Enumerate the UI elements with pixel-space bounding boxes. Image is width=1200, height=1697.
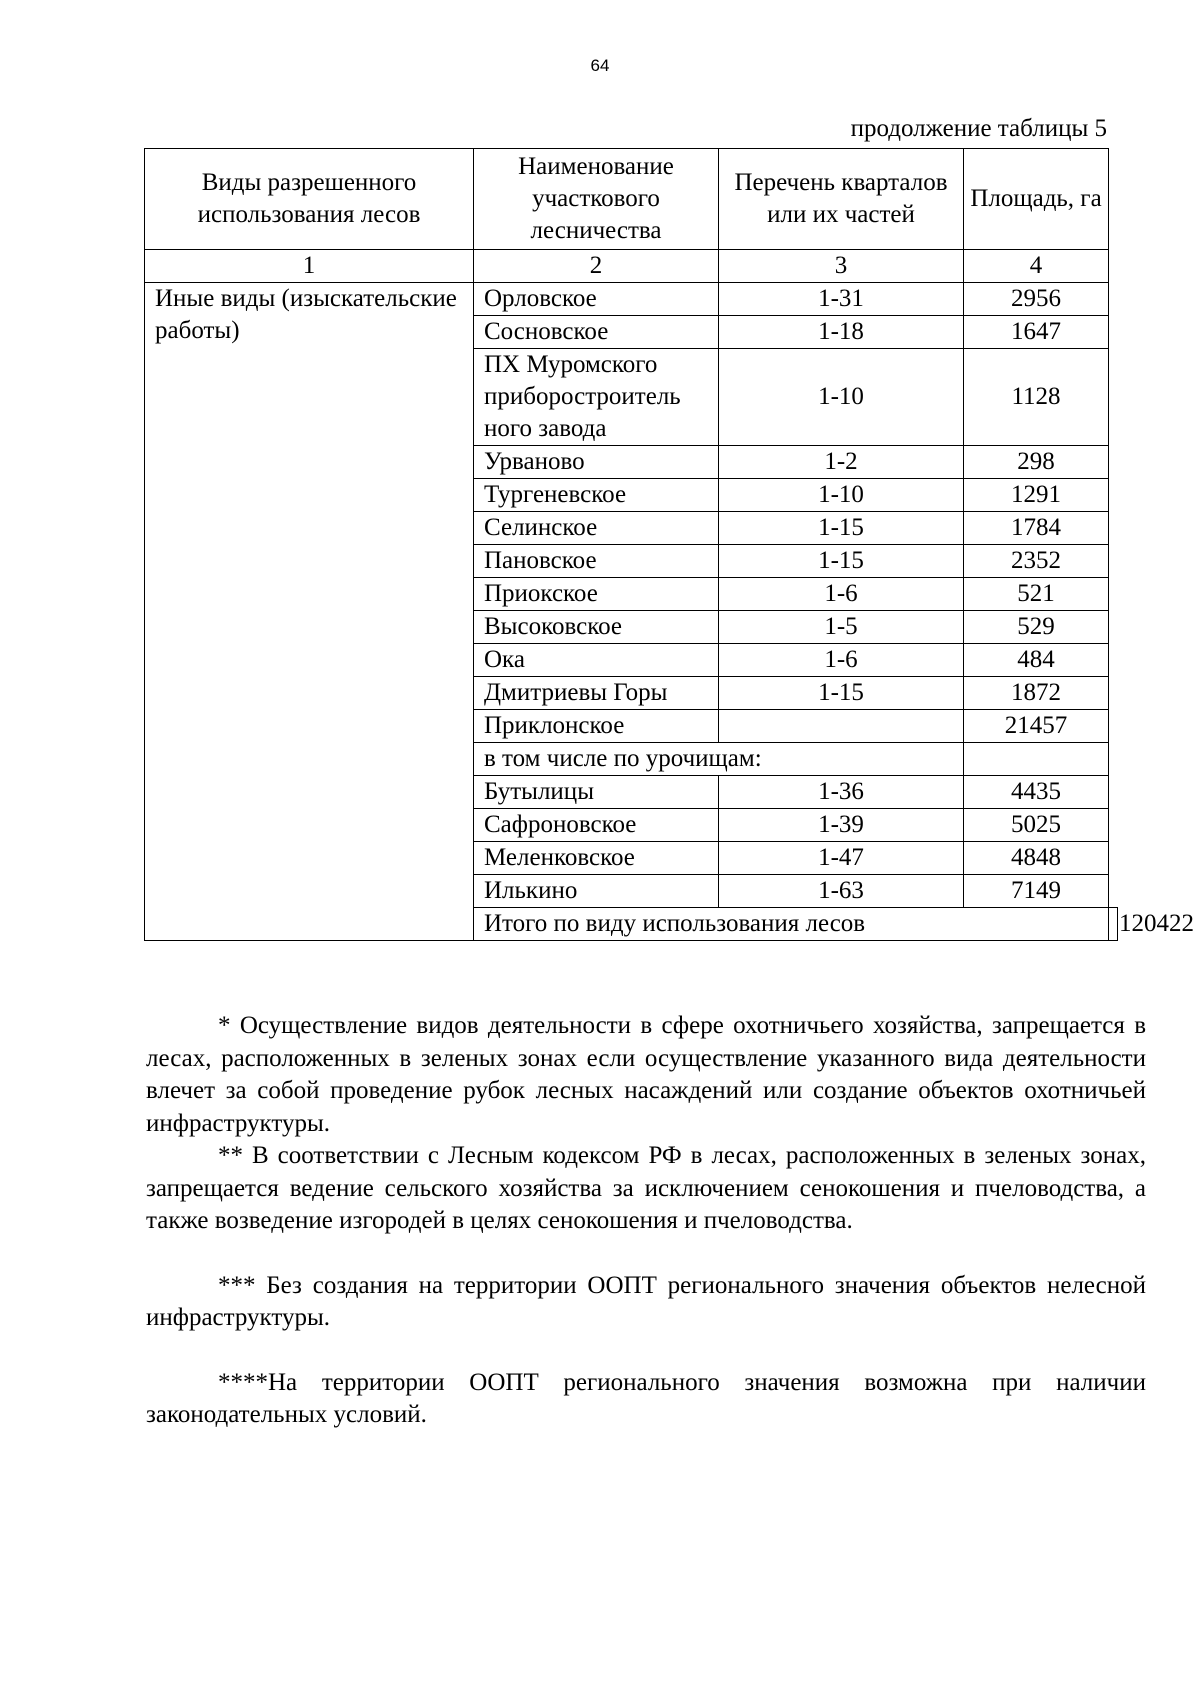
forestry-name: Высоковское: [474, 611, 719, 644]
area-cell: 2352: [964, 545, 1109, 578]
quarters-cell: 1-10: [719, 479, 964, 512]
quarters-cell: 1-6: [719, 644, 964, 677]
quarters-cell: 1-39: [719, 809, 964, 842]
area-cell: 21457: [964, 710, 1109, 743]
tract-subheading: в том числе по урочищам:: [474, 743, 964, 776]
footnote-2: ** В соответствии с Лесным кодексом РФ в лесах, расположенных в зеленых зонах, запрещается ведение сельского хозяйства за исключением сенокошения и пчеловодства, а также возведение изгородей в целях сенокошения и пчеловодства.: [146, 1142, 1146, 1234]
area-cell: 529: [964, 611, 1109, 644]
column-number: 2: [474, 250, 719, 283]
area-cell: 4435: [964, 776, 1109, 809]
table-continuation-caption: продолжение таблицы 5: [850, 115, 1107, 142]
forestry-name: Приокское: [474, 578, 719, 611]
area-cell: 484: [964, 644, 1109, 677]
forestry-name: Приклонское: [474, 710, 719, 743]
total-label: Итого по виду использования лесов: [474, 908, 1109, 941]
forest-use-table: [144, 148, 1194, 941]
forestry-name: Тургеневское: [474, 479, 719, 512]
tract-name: Бутылицы: [474, 776, 719, 809]
header-usage-type: Виды разрешенного использования лесов: [145, 149, 474, 250]
column-number: 4: [964, 250, 1109, 283]
forestry-name: Дмитриевы Горы: [474, 677, 719, 710]
area-cell: 5025: [964, 809, 1109, 842]
column-number: 3: [719, 250, 964, 283]
quarters-cell: [719, 710, 964, 743]
table-header-row: [145, 149, 1118, 250]
forestry-name: Пановское: [474, 545, 719, 578]
tract-name: Илькино: [474, 875, 719, 908]
forestry-name: Урваново: [474, 446, 719, 479]
header-quarters: Перечень кварталов или их частей: [719, 149, 964, 250]
tract-name: Сафроновское: [474, 809, 719, 842]
quarters-cell: 1-5: [719, 611, 964, 644]
quarters-cell: 1-15: [719, 512, 964, 545]
area-cell: 1872: [964, 677, 1109, 710]
column-number-row: [145, 250, 1118, 283]
quarters-cell: 1-6: [719, 578, 964, 611]
area-cell: 4848: [964, 842, 1109, 875]
forestry-name: Орловское: [474, 283, 719, 316]
quarters-cell: 1-2: [719, 446, 964, 479]
forestry-name: Сосновское: [474, 316, 719, 349]
footnote-4: ****На территории ООПТ регионального значения возможна при наличии законодательных условий.: [146, 1368, 1146, 1428]
area-cell: 2956: [964, 283, 1109, 316]
forestry-name: ПХ Муромского приборостроитель ного завода: [474, 349, 719, 446]
footnotes: [146, 1010, 1146, 1432]
quarters-cell: 1-63: [719, 875, 964, 908]
quarters-cell: 1-10: [719, 349, 964, 446]
table-row: [145, 283, 1118, 316]
quarters-cell: 1-18: [719, 316, 964, 349]
area-cell: 7149: [964, 875, 1109, 908]
footnote-3: *** Без создания на территории ООПТ регионального значения объектов нелесной инфраструктуры.: [146, 1271, 1146, 1331]
quarters-cell: 1-47: [719, 842, 964, 875]
forestry-name: Селинское: [474, 512, 719, 545]
area-cell: [964, 743, 1109, 776]
quarters-cell: 1-36: [719, 776, 964, 809]
quarters-cell: 1-15: [719, 677, 964, 710]
header-area: Площадь, га: [964, 149, 1109, 250]
quarters-cell: 1-31: [719, 283, 964, 316]
tract-name: Меленковское: [474, 842, 719, 875]
area-cell: 1128: [964, 349, 1109, 446]
quarters-cell: 1-15: [719, 545, 964, 578]
usage-group-label: Иные виды (изыскательские работы): [145, 283, 474, 941]
area-cell: 1291: [964, 479, 1109, 512]
total-value: 120422: [1109, 908, 1118, 941]
footnote-1: * Осуществление видов деятельности в сфере охотничьего хозяйства, запрещается в лесах, расположенных в зеленых зонах если осуществление указанного вида деятельности влечет за собой проведение рубок лесных насаждений или создание объектов охотничьей инфраструктуры.: [146, 1012, 1146, 1137]
forestry-name: Ока: [474, 644, 719, 677]
area-cell: 1647: [964, 316, 1109, 349]
area-cell: 298: [964, 446, 1109, 479]
column-number: 1: [145, 250, 474, 283]
area-cell: 521: [964, 578, 1109, 611]
page-number: 64: [590, 56, 610, 75]
header-forestry-name: Наименование участкового лесничества: [474, 149, 719, 250]
area-cell: 1784: [964, 512, 1109, 545]
